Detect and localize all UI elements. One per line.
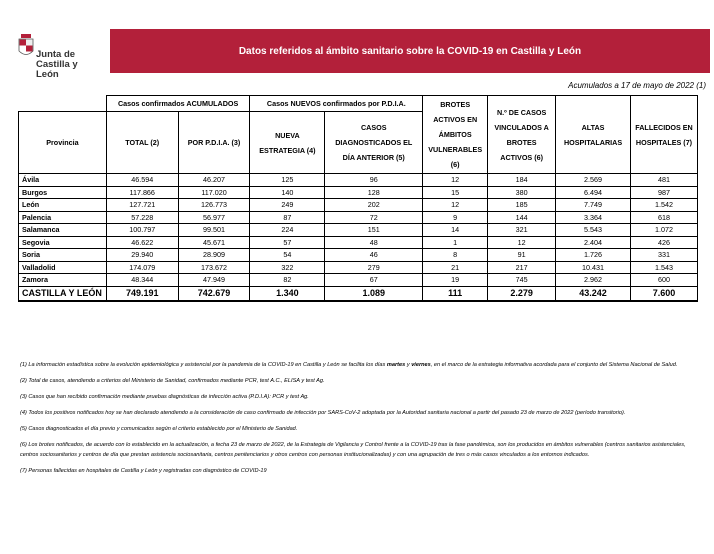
total-cell: 100.797 bbox=[106, 224, 178, 237]
num-casos-cell: 12 bbox=[488, 236, 556, 249]
nueva-cell: 57 bbox=[250, 236, 325, 249]
nueva-cell: 224 bbox=[250, 224, 325, 237]
table-row bbox=[19, 199, 698, 212]
brotes-cell: 9 bbox=[423, 211, 488, 224]
fallecidos-cell: 1.543 bbox=[631, 261, 698, 274]
nueva-cell: 140 bbox=[250, 186, 325, 199]
altas-cell: 5.543 bbox=[556, 224, 631, 237]
footnotes bbox=[20, 360, 696, 482]
province-cell: Zamora bbox=[19, 274, 107, 287]
table-row bbox=[19, 249, 698, 262]
pdia-cell: 47.949 bbox=[178, 274, 250, 287]
brotes-cell: 15 bbox=[423, 186, 488, 199]
altas-cell: 6.494 bbox=[556, 186, 631, 199]
province-cell: Salamanca bbox=[19, 224, 107, 237]
footnote-5: (5) Casos diagnosticados el día previo y comunicados según el criterio establecido por el Ministerio de Sanidad. bbox=[20, 426, 298, 432]
nueva-cell: 322 bbox=[250, 261, 325, 274]
pdia-cell: 46.207 bbox=[178, 174, 250, 187]
dia-anterior-cell: 151 bbox=[325, 224, 423, 237]
fallecidos-cell: 426 bbox=[631, 236, 698, 249]
brotes-cell: 19 bbox=[423, 274, 488, 287]
dia-anterior-cell: 72 bbox=[325, 211, 423, 224]
nueva-cell: 249 bbox=[250, 199, 325, 212]
brotes-cell: 8 bbox=[423, 249, 488, 262]
pdia-cell: 99.501 bbox=[178, 224, 250, 237]
brand-name: Junta de Castilla y León bbox=[36, 49, 78, 80]
footnote-6: (6) Los brotes notificados, de acuerdo con lo establecido en la actualización, a fecha 23 de marzo de 2022, de la Estrategia de Vigilancia y Control frente a la COVID-19 tras la fase pandémica, son los producidos en ámbitos vulnerables (centros sanitarios asistenciales, centros sociosanitarios y centros de día que prestan asistencia sociosanitaria, centros penitenciarios y otros centros con personas institucionalizadas) y con una agrupación de tres o más casos vinculados a los entornos indicados. bbox=[20, 442, 686, 458]
altas-cell: 10.431 bbox=[556, 261, 631, 274]
dia-anterior-cell: 96 bbox=[325, 174, 423, 187]
altas-cell: 2.962 bbox=[556, 274, 631, 287]
nueva-cell: 125 bbox=[250, 174, 325, 187]
footnote-4: (4) Todos los positivos notificados hoy se han declarado atendiendo a la consideración de caso confirmado de infección por SARS-CoV-2 adoptada por la Autoridad sanitaria nacional a partir del pasado 23 de marzo de 2022 (período transitorio). bbox=[20, 410, 626, 416]
num-casos-cell: 185 bbox=[488, 199, 556, 212]
pdia-cell: 126.773 bbox=[178, 199, 250, 212]
total-cell: 127.721 bbox=[106, 199, 178, 212]
nueva-cell: 54 bbox=[250, 249, 325, 262]
province-cell: León bbox=[19, 199, 107, 212]
num-casos-header: N.º DE CASOS VINCULADOS A BROTES ACTIVOS (6) bbox=[488, 96, 556, 174]
banner-title: Datos referidos al ámbito sanitario sobre la COVID-19 en Castilla y León bbox=[238, 45, 582, 57]
num-casos-cell: 380 bbox=[488, 186, 556, 199]
pdia-cell: 28.909 bbox=[178, 249, 250, 262]
nueva-cell: 87 bbox=[250, 211, 325, 224]
table-row bbox=[19, 211, 698, 224]
brotes-cell: 12 bbox=[423, 199, 488, 212]
altas-cell: 2.404 bbox=[556, 236, 631, 249]
table-row bbox=[19, 174, 698, 187]
total-header: TOTAL (2) bbox=[106, 112, 178, 174]
footnote-3: (3) Casos que han recibido confirmación mediante pruebas diagnósticas de infección activa (P.D.I.A): PCR y test Ag. bbox=[20, 394, 309, 400]
altas-cell: 7.749 bbox=[556, 199, 631, 212]
altas-cell: 3.364 bbox=[556, 211, 631, 224]
pdia-cell: 117.020 bbox=[178, 186, 250, 199]
num-casos-cell: 745 bbox=[488, 274, 556, 287]
nueva-estrategia-header: NUEVA ESTRATEGIA (4) bbox=[250, 112, 325, 174]
dia-anterior-cell: 48 bbox=[325, 236, 423, 249]
brotes-cell: 21 bbox=[423, 261, 488, 274]
fallecidos-header: FALLECIDOS EN HOSPITALES (7) bbox=[631, 96, 698, 174]
total-cell: 57.228 bbox=[106, 211, 178, 224]
dia-anterior-header: CASOS DIAGNOSTICADOS EL DÍA ANTERIOR (5) bbox=[325, 112, 423, 174]
num-casos-cell: 321 bbox=[488, 224, 556, 237]
pdia-cell: 173.672 bbox=[178, 261, 250, 274]
nueva-cell: 82 bbox=[250, 274, 325, 287]
province-cell: Valladolid bbox=[19, 261, 107, 274]
province-cell: Segovia bbox=[19, 236, 107, 249]
dia-anterior-cell: 46 bbox=[325, 249, 423, 262]
total-cell: 749.191 bbox=[106, 286, 178, 301]
brotes-header: BROTES ACTIVOS EN ÁMBITOS VULNERABLES (6) bbox=[423, 96, 488, 174]
fallecidos-cell: 600 bbox=[631, 274, 698, 287]
title-banner bbox=[110, 29, 710, 73]
dia-anterior-cell: 1.089 bbox=[325, 286, 423, 301]
fallecidos-cell: 1.072 bbox=[631, 224, 698, 237]
group-new-header: Casos NUEVOS confirmados por P.D.I.A. bbox=[250, 96, 423, 112]
altas-cell: 43.242 bbox=[556, 286, 631, 301]
total-cell: 48.344 bbox=[106, 274, 178, 287]
group-accumulated-header: Casos confirmados ACUMULADOS bbox=[106, 96, 250, 112]
altas-cell: 1.726 bbox=[556, 249, 631, 262]
pdia-cell: 45.671 bbox=[178, 236, 250, 249]
altas-cell: 2.569 bbox=[556, 174, 631, 187]
num-casos-cell: 144 bbox=[488, 211, 556, 224]
province-cell: Ávila bbox=[19, 174, 107, 187]
fallecidos-cell: 618 bbox=[631, 211, 698, 224]
total-cell: 174.079 bbox=[106, 261, 178, 274]
brotes-cell: 1 bbox=[423, 236, 488, 249]
total-label-cell: CASTILLA Y LEÓN bbox=[19, 286, 107, 301]
table-row bbox=[19, 186, 698, 199]
fallecidos-cell: 987 bbox=[631, 186, 698, 199]
total-row bbox=[19, 286, 698, 301]
dia-anterior-cell: 202 bbox=[325, 199, 423, 212]
pdia-cell: 56.977 bbox=[178, 211, 250, 224]
fallecidos-cell: 331 bbox=[631, 249, 698, 262]
dia-anterior-cell: 67 bbox=[325, 274, 423, 287]
province-cell: Soria bbox=[19, 249, 107, 262]
por-pdia-header: POR P.D.I.A. (3) bbox=[178, 112, 250, 174]
total-cell: 46.594 bbox=[106, 174, 178, 187]
footnote-2: (2) Total de casos, atendiendo a criterios del Ministerio de Sanidad, confirmados mediante PCR, test A.C., ELISA y test Ag. bbox=[20, 378, 325, 384]
junta-logo bbox=[14, 34, 94, 78]
num-casos-cell: 184 bbox=[488, 174, 556, 187]
brotes-cell: 111 bbox=[423, 286, 488, 301]
table-row bbox=[19, 274, 698, 287]
total-cell: 117.866 bbox=[106, 186, 178, 199]
fallecidos-cell: 481 bbox=[631, 174, 698, 187]
footnote-1: (1) La información estadística sobre la evolución epidemiológica y asistencial por la pandemia de la COVID-19 en Castilla y León se facilita los días martes y viernes, en el marco de la estrategia informativa acordada para el conjunto del Sistema Nacional de Salud. bbox=[20, 362, 678, 368]
pdia-cell: 742.679 bbox=[178, 286, 250, 301]
province-cell: Burgos bbox=[19, 186, 107, 199]
num-casos-cell: 91 bbox=[488, 249, 556, 262]
dia-anterior-cell: 279 bbox=[325, 261, 423, 274]
accumulated-date: Acumulados a 17 de mayo de 2022 (1) bbox=[568, 81, 706, 90]
table-row bbox=[19, 224, 698, 237]
brotes-cell: 14 bbox=[423, 224, 488, 237]
dia-anterior-cell: 128 bbox=[325, 186, 423, 199]
num-casos-cell: 217 bbox=[488, 261, 556, 274]
altas-header: ALTAS HOSPITALARIAS bbox=[556, 96, 631, 174]
nueva-cell: 1.340 bbox=[250, 286, 325, 301]
fallecidos-cell: 1.542 bbox=[631, 199, 698, 212]
footnote-7: (7) Personas fallecidas en hospitales de Castilla y León y registradas con diagnóstico de COVID-19 bbox=[20, 468, 267, 474]
empty-header-cell bbox=[19, 96, 107, 112]
coat-of-arms-icon bbox=[18, 34, 34, 58]
brotes-cell: 12 bbox=[423, 174, 488, 187]
num-casos-cell: 2.279 bbox=[488, 286, 556, 301]
covid-data-table bbox=[18, 95, 698, 302]
fallecidos-cell: 7.600 bbox=[631, 286, 698, 301]
total-cell: 29.940 bbox=[106, 249, 178, 262]
provincia-header: Provincia bbox=[19, 112, 107, 174]
province-cell: Palencia bbox=[19, 211, 107, 224]
table-row bbox=[19, 261, 698, 274]
total-cell: 46.622 bbox=[106, 236, 178, 249]
table-row bbox=[19, 236, 698, 249]
